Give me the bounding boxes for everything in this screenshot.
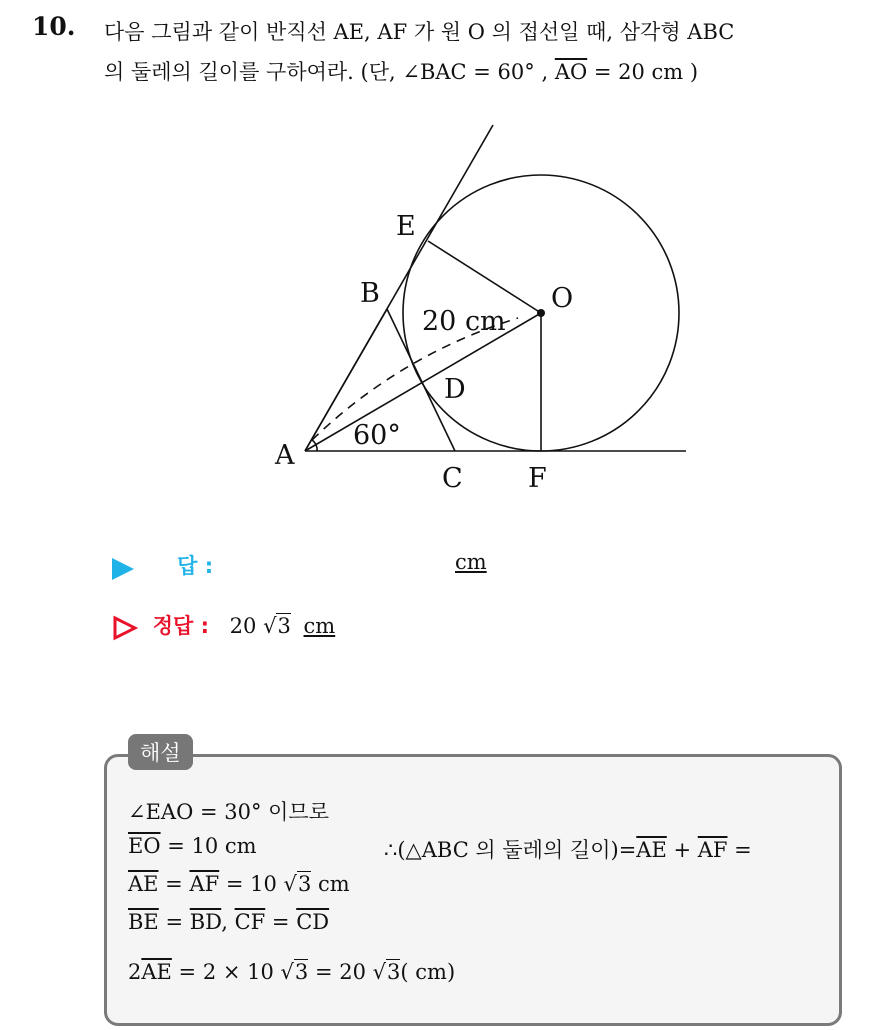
center-point — [537, 309, 545, 317]
solution-line-3 — [128, 872, 350, 896]
solution-line-5-unit: ( cm) — [400, 960, 456, 984]
segment-ae-2: $\overline{AE}$ — [141, 960, 172, 984]
segment-af: $\overline{AF}$ — [189, 872, 220, 896]
solution-tab: 해설 — [128, 734, 193, 770]
solution-right-plus: + — [666, 838, 698, 862]
segment-eo-line — [428, 241, 541, 313]
sqrt-symbol: √ — [372, 960, 387, 984]
solution-line-4 — [128, 910, 329, 934]
outline-triangle-icon — [112, 615, 138, 641]
sqrt-symbol: √ — [283, 872, 297, 896]
solution-line-5-mid: = 2 × 10 — [171, 960, 281, 984]
filled-triangle-icon — [112, 558, 134, 580]
label-b: B — [360, 278, 380, 309]
solution-right-end: = — [727, 838, 752, 862]
solution-line-2 — [128, 834, 257, 858]
question-line-2-post: = 20 cm ) — [587, 60, 699, 84]
correct-value-coef: 20 — [229, 614, 257, 638]
label-f: F — [528, 463, 547, 494]
solution-line-2-rest: = 10 cm — [160, 834, 257, 858]
solution-line-4-eq2: = — [265, 910, 297, 934]
answer-row — [112, 550, 213, 580]
solution-line-3-rest: = 10 — [219, 872, 284, 896]
sqrt-symbol: √ — [280, 960, 294, 984]
solution-line-1: ∠EAO = 30° 이므로 — [128, 800, 330, 824]
label-e: E — [396, 211, 416, 242]
solution-line-3-unit: cm — [311, 872, 350, 896]
segment-af-2: $\overline{AF}$ — [697, 838, 728, 862]
solution-line-4-eq1: = — [158, 910, 190, 934]
segment-ae: $\overline{AE}$ — [128, 872, 159, 896]
answer-label: 답 : — [177, 554, 214, 578]
correct-answer-label: 정답 : — [152, 614, 209, 638]
solution-line-4-sep: , — [221, 910, 235, 934]
segment-bd: $\overline{BD}$ — [189, 910, 222, 934]
segment-ae-3: $\overline{AE}$ — [636, 838, 667, 862]
length-label: 20 cm — [422, 306, 506, 337]
solution-line-5 — [128, 960, 455, 984]
segment-eo: $\overline{EO}$ — [128, 834, 161, 858]
correct-value-unit: cm — [303, 614, 336, 638]
correct-answer-row — [112, 610, 335, 641]
solution-right-column — [384, 834, 752, 864]
solution-line-3-rad: 3 — [297, 872, 312, 896]
solution-line-5-eq: = 20 — [308, 960, 373, 984]
segment-cf: $\overline{CF}$ — [234, 910, 266, 934]
label-c: C — [442, 463, 463, 494]
question-line-2-pre: 의 둘레의 길이를 구하여라. (단, ∠BAC = 60° , — [104, 60, 555, 84]
solution-line-5-rad1: 3 — [294, 960, 309, 984]
segment-cd: $\overline{CD}$ — [296, 910, 330, 934]
label-a: A — [275, 440, 295, 471]
solution-line-5-coef: 2 — [128, 960, 142, 984]
sqrt-symbol: √ — [263, 614, 277, 638]
answer-unit[interactable]: cm — [455, 550, 487, 574]
solution-line-5-rad2: 3 — [387, 960, 401, 984]
angle-label: 60° — [353, 420, 401, 451]
solution-line-3-mid: = — [158, 872, 190, 896]
segment-be: $\overline{BE}$ — [128, 910, 159, 934]
correct-value-radicand: 3 — [277, 614, 291, 638]
solution-right-pre: ∴(△ABC 의 둘레의 길이)= — [384, 838, 637, 862]
question-number: 10. — [32, 12, 76, 41]
label-d: D — [444, 374, 466, 405]
question-line-1: 다음 그림과 같이 반직선 AE, AF 가 원 O 의 접선일 때, 삼각형 ABC — [104, 20, 735, 44]
segment-ao: $\overline{AO}$ — [554, 60, 588, 84]
label-o: O — [551, 283, 574, 314]
